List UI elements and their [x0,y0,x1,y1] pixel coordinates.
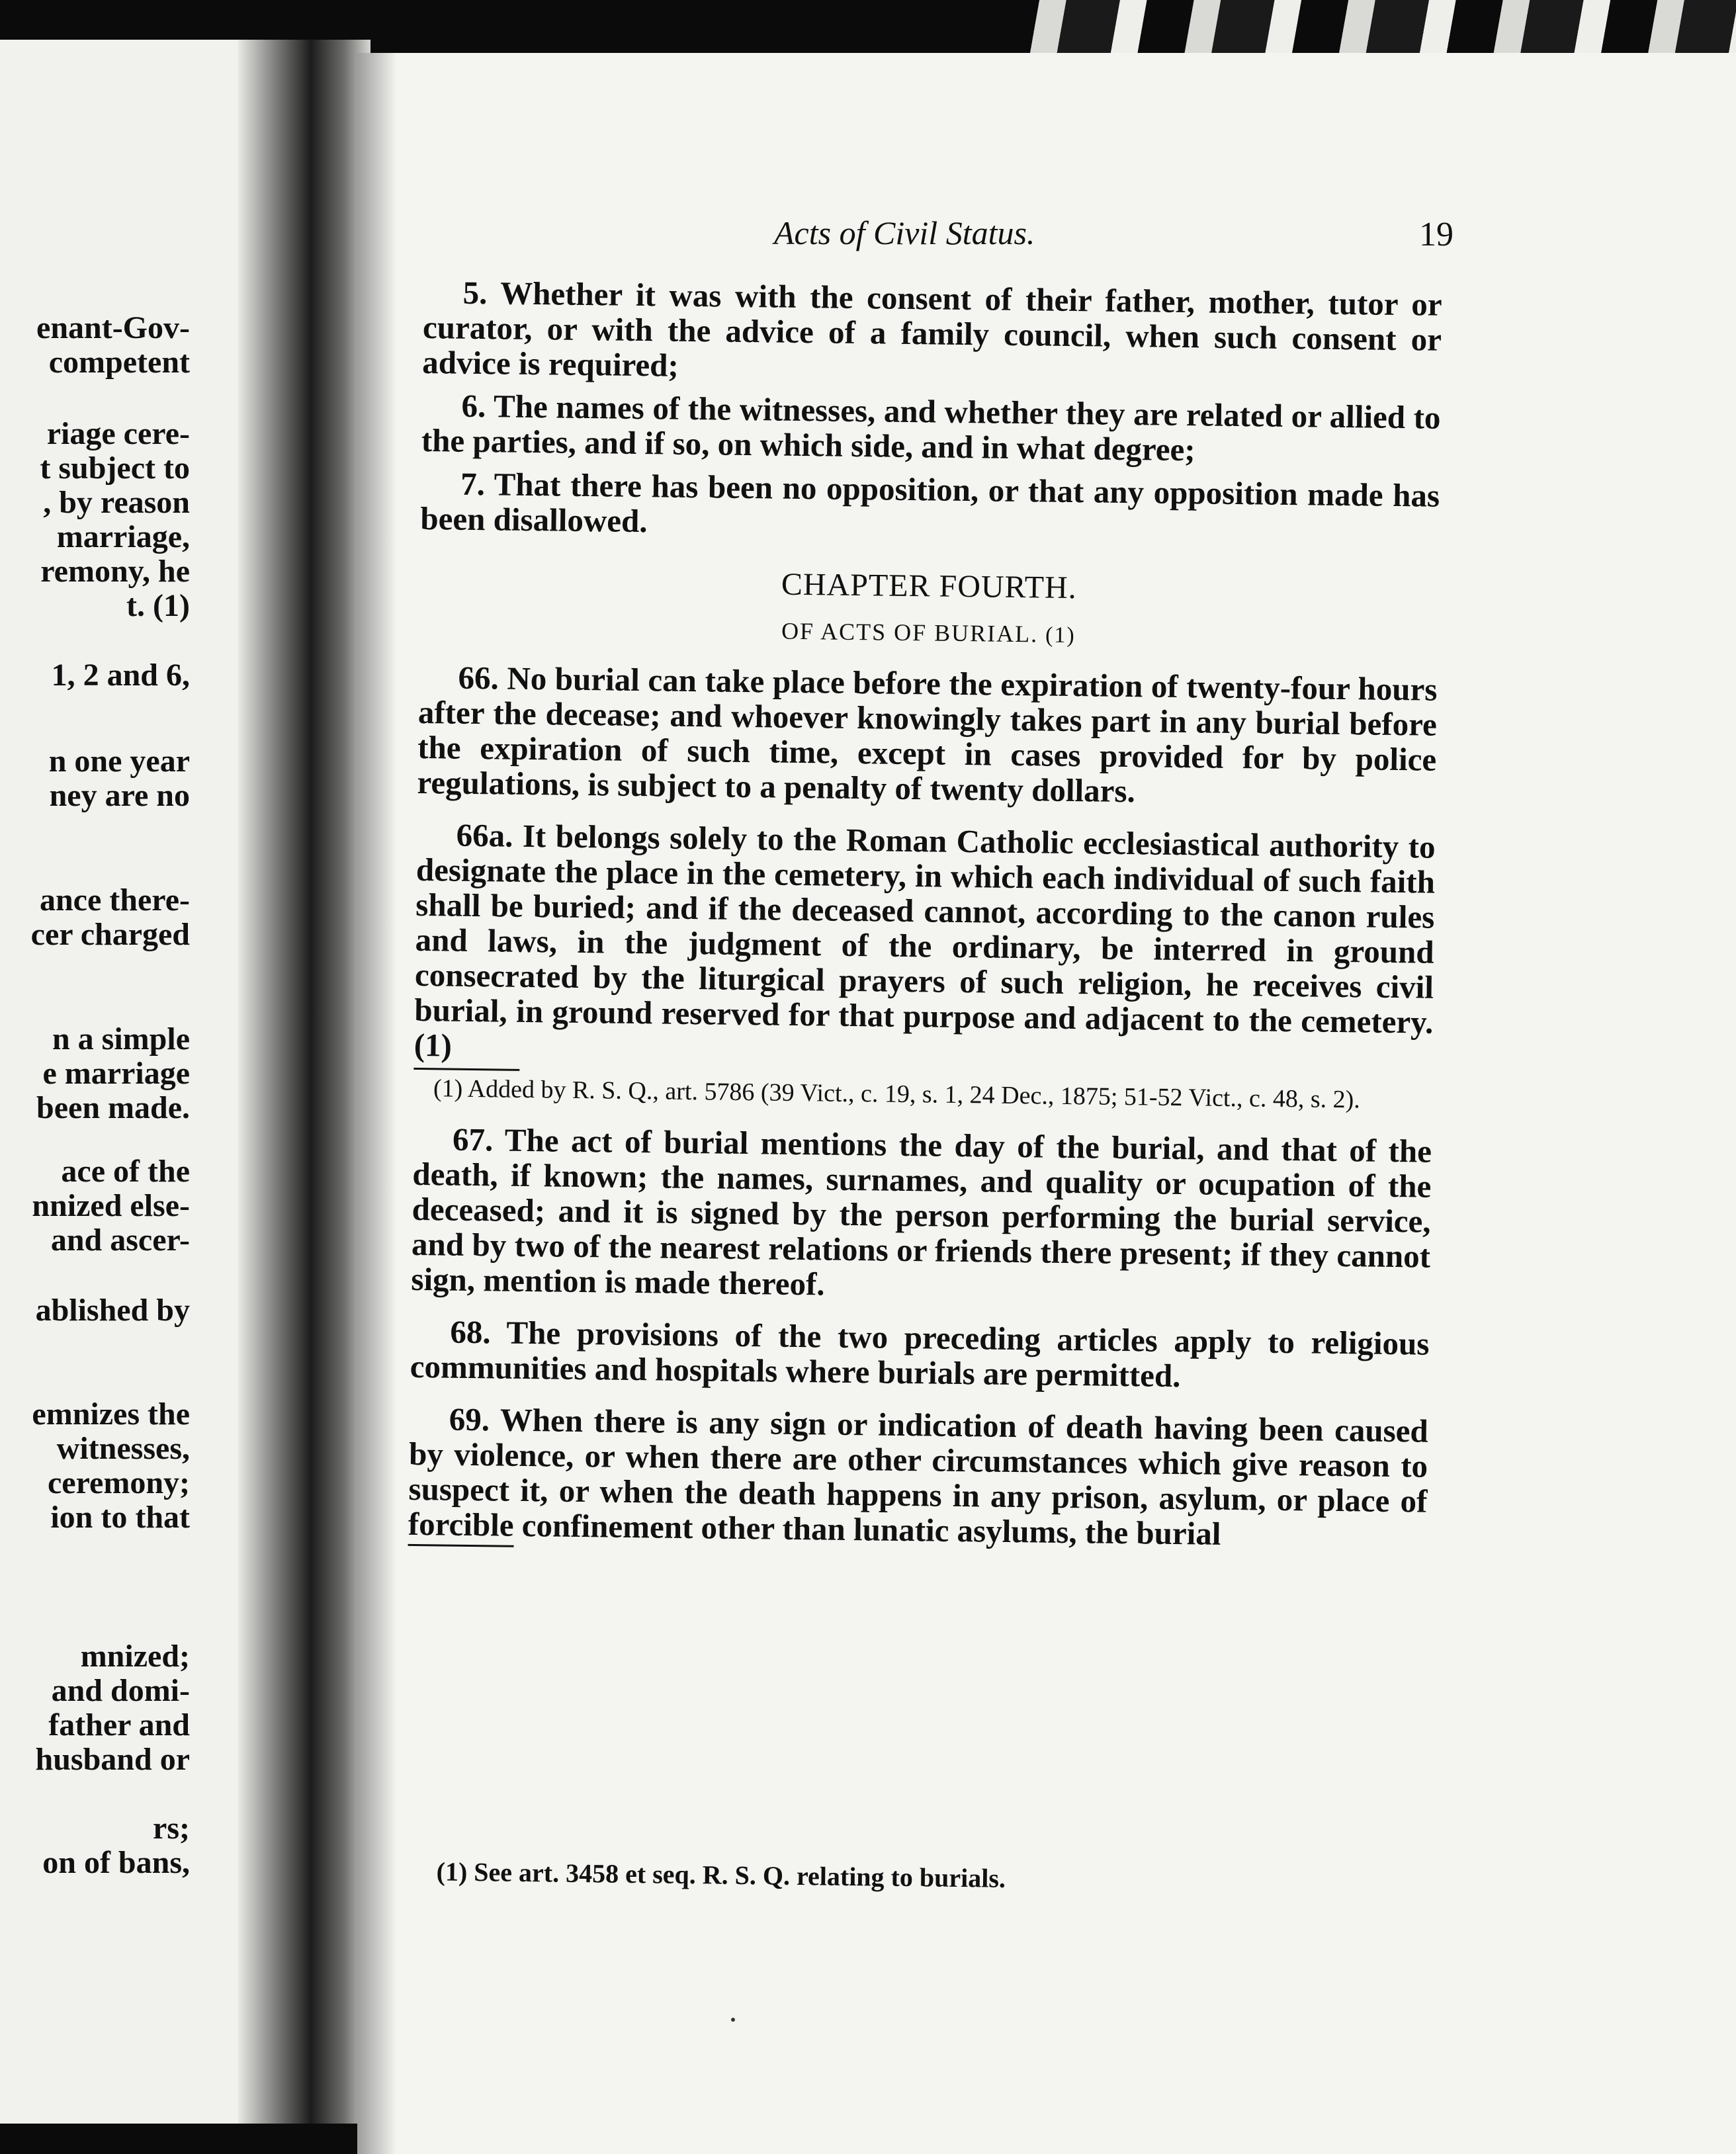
left-line: ceremony; [47,1465,190,1500]
left-line: t subject to [40,451,190,486]
running-head: Acts of Civil Status. [774,214,1035,251]
page-footnote: (1) See art. 3458 et seq. R. S. Q. relating to burials. [436,1856,1006,1893]
left-line: ablished by [35,1293,190,1328]
book-gutter-shadow [238,40,370,2124]
left-line: and ascer- [50,1223,190,1258]
left-line: been made. [36,1090,190,1125]
list-item: 6. The names of the witnesses, and whether they are related or allied to the parties, and if so, on which side, and in what degree; [421,387,1441,468]
left-line: e marriage [42,1056,190,1091]
left-line: and domi- [51,1673,190,1708]
left-line: rs; [153,1811,190,1846]
article-text: The provisions of the two preceding articles apply to religious communities and hospitals where burials are permitted. [410,1314,1430,1395]
section-title-text: OF ACTS OF BURIAL. [781,617,1039,648]
article-67 [411,1121,1432,1309]
article-text: The act of burial mentions the day of the burial, and that of the death, if known; the names, surnames, and quality or ocupation of the deceased; and it is signed by the person performing the burial service, and by two of the nearest relations or friends there present; if they cannot sign, mention is made thereof. [411,1121,1432,1303]
left-line: ion to that [50,1500,190,1535]
chapter-title: CHAPTER FOURTH. [781,566,1078,606]
left-line: cer charged [30,917,190,952]
left-line: t. (1) [126,588,190,623]
left-line: riage cere- [46,416,190,451]
left-line: witnesses, [56,1431,190,1466]
article-68 [410,1314,1430,1397]
left-line: 1, 2 and 6, [51,658,190,693]
left-line: nnized else- [32,1188,190,1223]
section-title [419,609,1438,658]
scan-speck [318,1009,322,1013]
article-text: It belongs solely to the Roman Catholic ecclesiastical authority to designate the place in the cemetery, in which each individual of such faith shall be buried; and if the deceased cannot, according to the canon rules and laws, in the judgment of the ordinary, be interred in ground consecrated by the liturgical prayers of such religion, he receives civil burial, in ground reserved for that purpose and adjacent to the cemetery. (1) [413,817,1436,1064]
article-text: No burial can take place before the expiration of twenty-four hours after the decease; and whoever knowingly takes part in any burial before the expiration of such time, except in cases provided for by police regulations, is subject to a penalty of twenty dollars. [417,660,1438,810]
article-66a [413,817,1435,1075]
article-number: 66a. [456,816,513,854]
article-number: 67. [452,1121,494,1158]
list-item: 5. Whether it was with the consent of their father, mother, tutor or curator, or with the advice of a family council, when such consent or advice is required; [422,274,1442,384]
article-number: 68. [450,1313,492,1351]
left-line: marriage, [56,519,190,554]
article-text: When there is any sign or indication of death having been caused by violence, or when there are other circumstances which give reason to suspect it, or when the death happens in any prison, asylum, or place of forcible confinement other than lunatic asylums, the burial [408,1401,1429,1552]
left-line: competent [48,345,190,380]
left-line: , by reason [43,485,190,520]
article-number: 66. [458,659,499,697]
left-line: emnizes the [32,1397,190,1432]
article-number: 69. [449,1400,490,1438]
footnote-divider [413,1068,519,1071]
footnote-divider [408,1544,514,1547]
page-body [408,275,1442,1564]
article-69 [408,1401,1428,1554]
left-line: on of bans, [42,1845,190,1880]
left-page [0,40,261,2124]
left-line: husband or [35,1742,190,1777]
left-line: remony, he [40,554,190,589]
left-line: enant-Gov- [36,310,190,345]
scan-speck [731,2018,735,2022]
left-line: father and [48,1707,190,1743]
section-footnote-ref: (1) [1045,623,1076,648]
left-line: ace of the [61,1154,190,1189]
left-line: n a simple [52,1021,190,1056]
left-line: ance there- [39,883,190,918]
article-66 [417,660,1437,812]
left-line: ney are no [49,778,190,813]
left-line: n one year [48,744,190,779]
article-footnote: (1) Added by R. S. Q., art. 5786 (39 Vict., c. 19, s. 1, 24 Dec., 1875; 51-52 Vict., c. 48, s. 2). [433,1074,1361,1114]
list-item: 7. That there has been no opposition, or that any opposition made has been disallowed. [420,465,1440,540]
left-line: mnized; [80,1639,190,1674]
page-number: 19 [1419,216,1454,253]
